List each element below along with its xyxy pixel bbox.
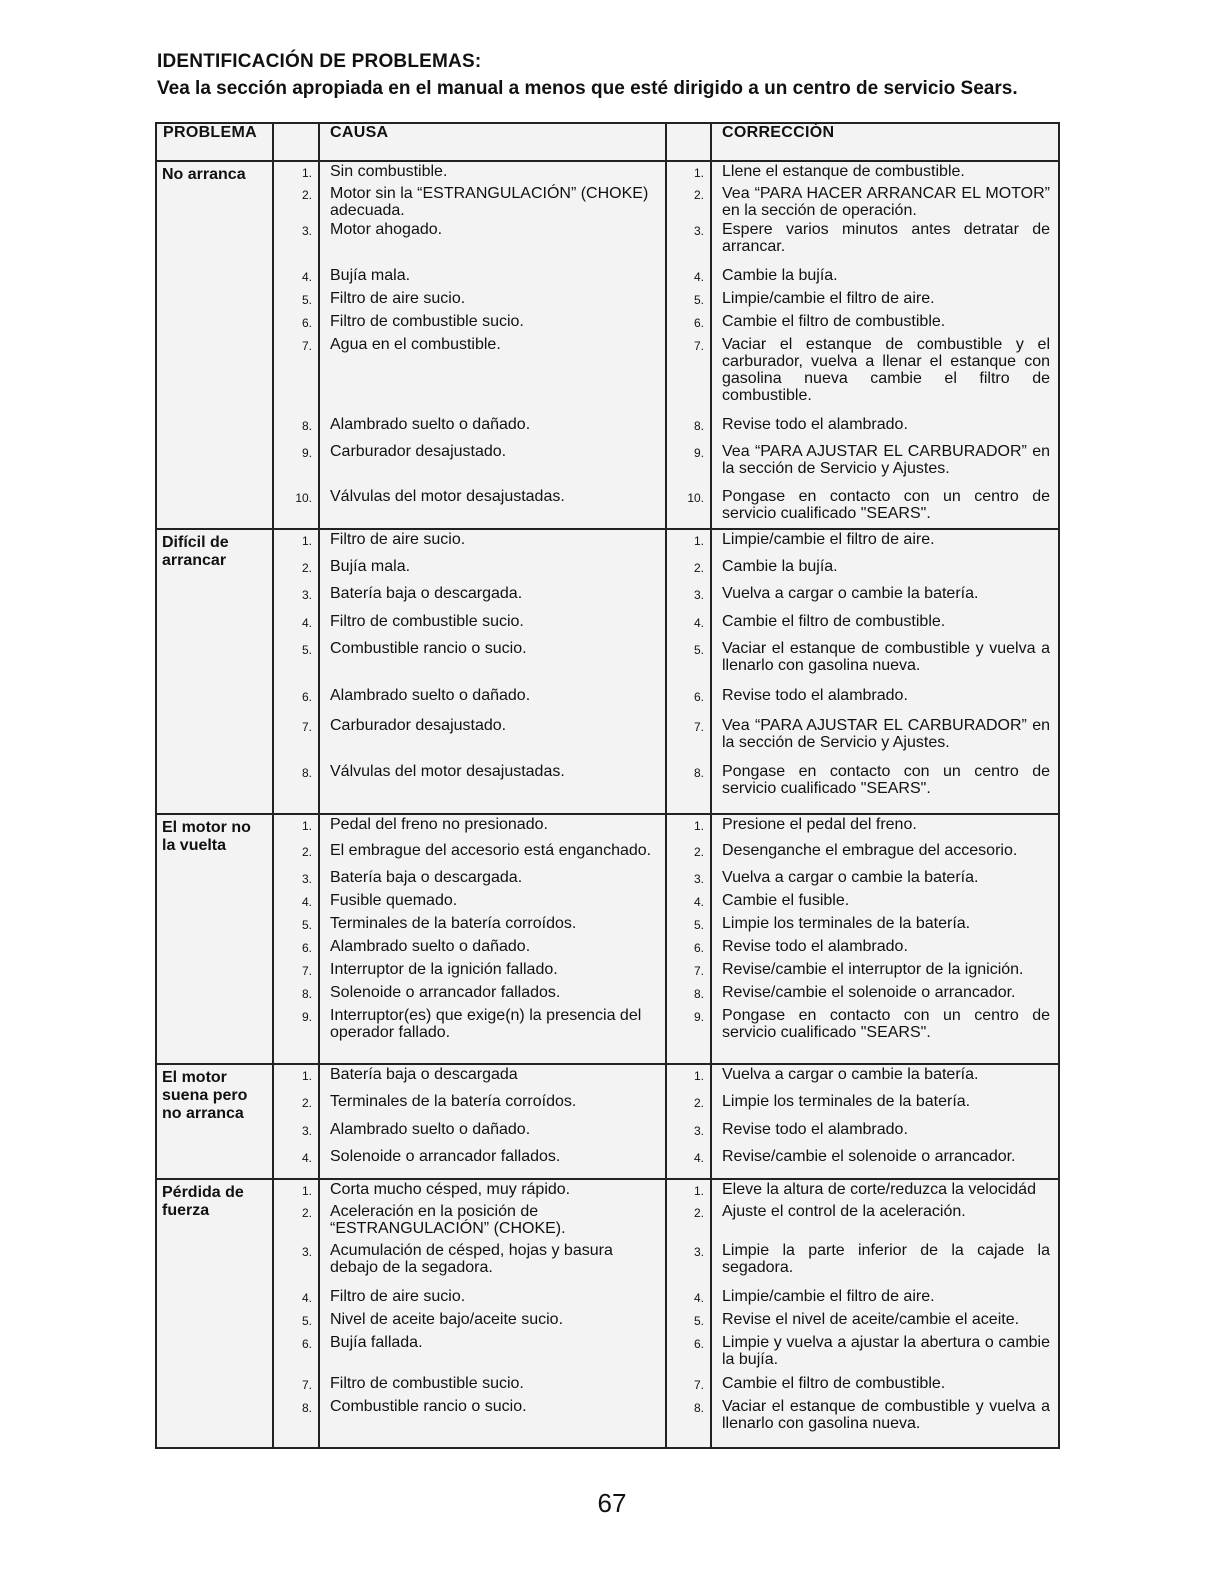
correction-number: 4.: [693, 270, 704, 284]
cause-text: Batería baja o descargada.: [319, 584, 666, 612]
cause-text: Corta mucho césped, muy rápido.: [319, 1179, 666, 1202]
header-number-2: [666, 123, 711, 161]
table-row: [156, 1092, 1059, 1120]
cause-text: Filtro de aire sucio.: [319, 289, 666, 312]
table-row: [156, 487, 1059, 529]
cause-text: Agua en el combustible.: [319, 335, 666, 415]
cause-number: 6.: [301, 1337, 312, 1351]
cause-number: 7.: [301, 720, 312, 734]
table-row: [156, 1147, 1059, 1179]
correction-text: Vea “PARA AJUSTAR EL CARBURADOR” en la sección de Servicio y Ajustes.: [711, 716, 1059, 762]
correction-number: 3.: [693, 1245, 704, 1259]
correction-text: Vaciar el estanque de combustible y vuelva a llenarlo con gasolina nueva.: [711, 1397, 1059, 1448]
correction-text: Pongase en contacto con un centro de servicio cualificado "SEARS".: [711, 1006, 1059, 1064]
correction-text: Eleve la altura de corte/reduzca la velocidád: [711, 1179, 1059, 1202]
correction-number: 4.: [693, 895, 704, 909]
table-row: [156, 220, 1059, 266]
correction-number: 1.: [693, 819, 704, 833]
cause-number: 4.: [301, 616, 312, 630]
table-row: [156, 814, 1059, 841]
correction-text: Cambie el filtro de combustible.: [711, 1374, 1059, 1397]
correction-number: 2.: [693, 845, 704, 859]
cause-number: 5.: [301, 293, 312, 307]
page-subtitle: Vea la sección apropiada en el manual a menos que esté dirigido a un centro de servicio Sears.: [157, 78, 1018, 99]
table-row: [156, 161, 1059, 184]
table-row: [156, 937, 1059, 960]
correction-text: Revise todo el alambrado.: [711, 415, 1059, 442]
cause-number: 4.: [301, 895, 312, 909]
cause-number: 9.: [273, 1006, 319, 1064]
correction-text: Limpie y vuelva a ajustar la abertura o cambie la bujía.: [711, 1333, 1059, 1374]
correction-text: Limpie los terminales de la batería.: [711, 1092, 1059, 1120]
cause-text: Carburador desajustado.: [319, 716, 666, 762]
table-row: [156, 868, 1059, 891]
correction-number: 6.: [693, 941, 704, 955]
table-row: [156, 1333, 1059, 1374]
table-body: [156, 161, 1059, 1448]
correction-number: 1.: [693, 1069, 704, 1083]
correction-text: Revise/cambie el solenoide o arrancador.: [711, 983, 1059, 1006]
cause-text: Filtro de combustible sucio.: [319, 312, 666, 335]
cause-number: 8.: [301, 419, 312, 433]
table-row: [156, 686, 1059, 716]
table-row: [156, 841, 1059, 868]
cause-number: 8.: [273, 1397, 319, 1448]
header-problem: PROBLEMA: [156, 123, 273, 161]
correction-text: Revise todo el alambrado.: [711, 686, 1059, 716]
correction-number: 8.: [666, 762, 711, 814]
correction-text: Vea “PARA AJUSTAR EL CARBURADOR” en la sección de Servicio y Ajustes.: [711, 442, 1059, 487]
problem-label: El motor suena pero no arranca: [156, 1064, 273, 1179]
cause-number: 6.: [301, 690, 312, 704]
correction-number: 3.: [693, 224, 704, 238]
cause-number: 10.: [273, 487, 319, 529]
correction-number: 3.: [693, 588, 704, 602]
correction-number: 6.: [693, 690, 704, 704]
correction-text: Limpie/cambie el filtro de aire.: [711, 1287, 1059, 1310]
cause-number: 4.: [273, 1147, 319, 1179]
correction-number: 8.: [666, 1397, 711, 1448]
correction-text: Revise todo el alambrado.: [711, 937, 1059, 960]
problem-label: Difícil de arrancar: [156, 529, 273, 814]
correction-text: Revise/cambie el interruptor de la ignición.: [711, 960, 1059, 983]
cause-text: Interruptor de la ignición fallado.: [319, 960, 666, 983]
table-row: [156, 762, 1059, 814]
cause-number: 2.: [301, 188, 312, 202]
cause-text: Pedal del freno no presionado.: [319, 814, 666, 841]
cause-number: 8.: [301, 987, 312, 1001]
cause-text: Alambrado suelto o dañado.: [319, 1120, 666, 1147]
cause-number: 2.: [301, 845, 312, 859]
table-row: [156, 1064, 1059, 1092]
cause-text: Bujía fallada.: [319, 1333, 666, 1374]
table-row: [156, 612, 1059, 639]
correction-number: 6.: [693, 316, 704, 330]
correction-text: Limpie/cambie el filtro de aire.: [711, 289, 1059, 312]
correction-number: 3.: [693, 872, 704, 886]
correction-number: 10.: [666, 487, 711, 529]
table-row: [156, 1287, 1059, 1310]
cause-text: Filtro de aire sucio.: [319, 1287, 666, 1310]
cause-text: Alambrado suelto o dañado.: [319, 686, 666, 716]
cause-number: 2.: [301, 1206, 312, 1220]
cause-number: 3.: [301, 1245, 312, 1259]
correction-number: 2.: [693, 188, 704, 202]
table-row: [156, 639, 1059, 686]
table-row: [156, 584, 1059, 612]
cause-number: 7.: [301, 339, 312, 353]
cause-text: Interruptor(es) que exige(n) la presencia del operador fallado.: [319, 1006, 666, 1064]
table-header-row: [156, 123, 1059, 161]
correction-number: 8.: [693, 419, 704, 433]
correction-number: 9.: [666, 1006, 711, 1064]
troubleshooting-table: [155, 122, 1060, 1449]
correction-text: Cambie el filtro de combustible.: [711, 612, 1059, 639]
cause-number: 4.: [301, 270, 312, 284]
table-row: [156, 266, 1059, 289]
correction-number: 7.: [693, 1378, 704, 1392]
table-row: [156, 914, 1059, 937]
cause-number: 5.: [301, 1314, 312, 1328]
cause-text: Alambrado suelto o dañado.: [319, 937, 666, 960]
cause-text: Bujía mala.: [319, 557, 666, 584]
correction-number: 1.: [693, 1184, 704, 1198]
problem-label: No arranca: [156, 161, 273, 529]
cause-text: Filtro de combustible sucio.: [319, 1374, 666, 1397]
cause-number: 7.: [301, 1378, 312, 1392]
cause-number: 1.: [301, 534, 312, 548]
cause-text: Filtro de combustible sucio.: [319, 612, 666, 639]
table-row: [156, 442, 1059, 487]
table-row: [156, 529, 1059, 557]
table-row: [156, 289, 1059, 312]
correction-text: Ajuste el control de la aceleración.: [711, 1202, 1059, 1241]
header-number-1: [273, 123, 319, 161]
cause-number: 1.: [301, 166, 312, 180]
correction-number: 5.: [693, 918, 704, 932]
table-row: [156, 891, 1059, 914]
correction-text: Vuelva a cargar o cambie la batería.: [711, 1064, 1059, 1092]
cause-number: 3.: [301, 872, 312, 886]
cause-number: 8.: [273, 762, 319, 814]
cause-text: Fusible quemado.: [319, 891, 666, 914]
correction-number: 4.: [666, 1147, 711, 1179]
cause-text: Terminales de la batería corroídos.: [319, 914, 666, 937]
correction-number: 7.: [693, 339, 704, 353]
cause-text: Terminales de la batería corroídos.: [319, 1092, 666, 1120]
header-correction: CORRECCIÓN: [711, 123, 1059, 161]
correction-text: Pongase en contacto con un centro de servicio cualificado "SEARS".: [711, 487, 1059, 529]
page-number: 67: [597, 1488, 627, 1518]
cause-number: 5.: [301, 643, 312, 657]
correction-text: Espere varios minutos antes detratar de arrancar.: [711, 220, 1059, 266]
cause-number: 5.: [301, 918, 312, 932]
table-row: [156, 1006, 1059, 1064]
cause-text: Motor sin la “ESTRANGULACIÓN” (CHOKE) adecuada.: [319, 184, 666, 220]
correction-number: 5.: [693, 1314, 704, 1328]
cause-text: El embrague del accesorio está enganchado.: [319, 841, 666, 868]
correction-number: 4.: [693, 1291, 704, 1305]
correction-text: Limpie/cambie el filtro de aire.: [711, 529, 1059, 557]
correction-text: Cambie la bujía.: [711, 266, 1059, 289]
correction-number: 3.: [693, 1124, 704, 1138]
cause-text: Carburador desajustado.: [319, 442, 666, 487]
correction-text: Limpie la parte inferior de la cajade la segadora.: [711, 1241, 1059, 1287]
table-row: [156, 1179, 1059, 1202]
table-row: [156, 557, 1059, 584]
table-row: [156, 716, 1059, 762]
correction-number: 5.: [693, 643, 704, 657]
correction-text: Cambie el filtro de combustible.: [711, 312, 1059, 335]
correction-text: Pongase en contacto con un centro de servicio cualificado "SEARS".: [711, 762, 1059, 814]
cause-text: Solenoide o arrancador fallados.: [319, 1147, 666, 1179]
problem-label: Pérdida de fuerza: [156, 1179, 273, 1448]
cause-number: 9.: [301, 446, 312, 460]
correction-text: Vuelva a cargar o cambie la batería.: [711, 584, 1059, 612]
table-row: [156, 1374, 1059, 1397]
cause-text: Motor ahogado.: [319, 220, 666, 266]
correction-text: Llene el estanque de combustible.: [711, 161, 1059, 184]
table-row: [156, 312, 1059, 335]
table-row: [156, 960, 1059, 983]
cause-number: 7.: [301, 964, 312, 978]
correction-number: 5.: [693, 293, 704, 307]
correction-number: 7.: [693, 720, 704, 734]
correction-number: 2.: [693, 1096, 704, 1110]
correction-text: Limpie los terminales de la batería.: [711, 914, 1059, 937]
cause-text: Bujía mala.: [319, 266, 666, 289]
correction-number: 8.: [693, 987, 704, 1001]
correction-text: Vaciar el estanque de combustible y el carburador, vuelva a llenar el estanque con gasolina nueva cambie el filtro de combustible.: [711, 335, 1059, 415]
cause-text: Combustible rancio o sucio.: [319, 1397, 666, 1448]
cause-number: 1.: [301, 1069, 312, 1083]
page-title: IDENTIFICACIÓN DE PROBLEMAS:: [157, 51, 482, 72]
cause-number: 3.: [301, 1124, 312, 1138]
cause-number: 6.: [301, 941, 312, 955]
table-row: [156, 335, 1059, 415]
table-row: [156, 1120, 1059, 1147]
correction-number: 6.: [693, 1337, 704, 1351]
problem-label: El motor no la vuelta: [156, 814, 273, 1064]
table-row: [156, 983, 1059, 1006]
correction-number: 9.: [693, 446, 704, 460]
correction-number: 7.: [693, 964, 704, 978]
correction-text: Vaciar el estanque de combustible y vuelva a llenarlo con gasolina nueva.: [711, 639, 1059, 686]
correction-text: Presione el pedal del freno.: [711, 814, 1059, 841]
cause-number: 3.: [301, 224, 312, 238]
cause-text: Válvulas del motor desajustadas.: [319, 487, 666, 529]
correction-number: 4.: [693, 616, 704, 630]
correction-number: 1.: [693, 166, 704, 180]
table-row: [156, 184, 1059, 220]
table-row: [156, 1202, 1059, 1241]
cause-number: 2.: [301, 1096, 312, 1110]
cause-number: 3.: [301, 588, 312, 602]
correction-text: Revise el nivel de aceite/cambie el aceite.: [711, 1310, 1059, 1333]
cause-text: Aceleración en la posición de “ESTRANGULACIÓN” (CHOKE).: [319, 1202, 666, 1241]
cause-text: Acumulación de césped, hojas y basura debajo de la segadora.: [319, 1241, 666, 1287]
cause-text: Solenoide o arrancador fallados.: [319, 983, 666, 1006]
cause-text: Sin combustible.: [319, 161, 666, 184]
cause-number: 6.: [301, 316, 312, 330]
correction-text: Vea “PARA HACER ARRANCAR EL MOTOR” en la sección de operación.: [711, 184, 1059, 220]
correction-number: 2.: [693, 1206, 704, 1220]
cause-number: 1.: [301, 1184, 312, 1198]
correction-text: Revise/cambie el solenoide o arrancador.: [711, 1147, 1059, 1179]
table-row: [156, 1397, 1059, 1448]
cause-number: 1.: [301, 819, 312, 833]
cause-text: Filtro de aire sucio.: [319, 529, 666, 557]
correction-text: Revise todo el alambrado.: [711, 1120, 1059, 1147]
correction-number: 1.: [693, 534, 704, 548]
table-row: [156, 415, 1059, 442]
correction-text: Cambie la bujía.: [711, 557, 1059, 584]
cause-text: Válvulas del motor desajustadas.: [319, 762, 666, 814]
cause-text: Combustible rancio o sucio.: [319, 639, 666, 686]
cause-text: Nivel de aceite bajo/aceite sucio.: [319, 1310, 666, 1333]
correction-text: Vuelva a cargar o cambie la batería.: [711, 868, 1059, 891]
table-row: [156, 1310, 1059, 1333]
cause-number: 4.: [301, 1291, 312, 1305]
cause-text: Batería baja o descargada.: [319, 868, 666, 891]
cause-text: Batería baja o descargada: [319, 1064, 666, 1092]
cause-number: 2.: [301, 561, 312, 575]
correction-text: Cambie el fusible.: [711, 891, 1059, 914]
table-row: [156, 1241, 1059, 1287]
correction-text: Desenganche el embrague del accesorio.: [711, 841, 1059, 868]
correction-number: 2.: [693, 561, 704, 575]
cause-text: Alambrado suelto o dañado.: [319, 415, 666, 442]
header-cause: CAUSA: [319, 123, 666, 161]
